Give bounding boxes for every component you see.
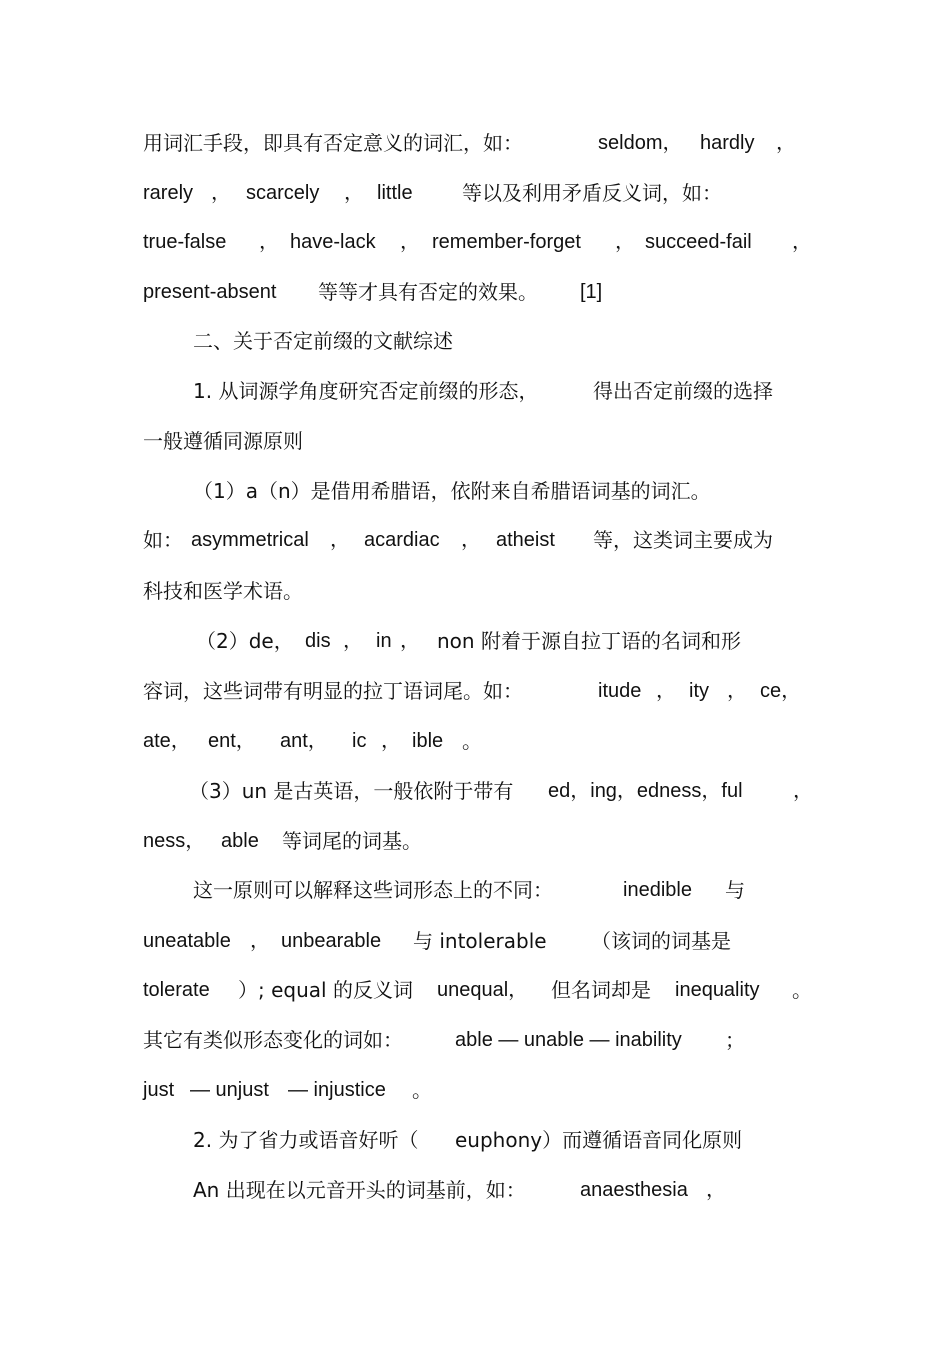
text-segment: hardly xyxy=(700,132,755,154)
text-segment: 等，这类词主要成为 xyxy=(593,528,773,552)
text-segment: able xyxy=(221,830,259,852)
text-line xyxy=(0,726,950,756)
text-segment: [1] xyxy=(580,281,603,303)
text-segment: ， xyxy=(615,231,635,253)
text-line xyxy=(0,975,950,1005)
text-segment: 1. 从词源学角度研究否定前缀的形态， xyxy=(193,379,539,403)
text-line xyxy=(0,178,950,208)
text-segment: 得出否定前缀的选择 xyxy=(593,379,773,403)
text-line xyxy=(0,875,950,905)
text-segment: ， xyxy=(400,630,420,652)
text-segment: uneatable xyxy=(143,930,231,952)
text-line xyxy=(0,376,950,406)
text-segment: 2. 为了省力或语音好听（ xyxy=(193,1128,419,1152)
text-line xyxy=(0,1175,950,1205)
text-segment: succeed-fail xyxy=(645,231,752,253)
text-segment: euphony）而遵循语音同化原则 xyxy=(455,1128,743,1152)
text-segment: 与 xyxy=(725,878,745,902)
text-segment: just xyxy=(143,1079,175,1101)
text-line xyxy=(0,1025,950,1055)
text-segment: remember-forget xyxy=(432,231,581,253)
text-line xyxy=(0,576,950,606)
text-segment: 等等才具有否定的效果。 xyxy=(318,280,538,304)
text-segment: 。 xyxy=(412,1078,432,1102)
text-segment: seldom， xyxy=(598,132,683,154)
text-segment: ， xyxy=(344,182,364,204)
text-segment: 与 intolerable xyxy=(413,929,547,953)
text-line xyxy=(0,426,950,456)
text-segment: present-absent xyxy=(143,281,277,303)
text-segment: inedible xyxy=(623,879,692,901)
text-segment: ）; equal 的反义词 xyxy=(238,978,413,1002)
text-segment: （该词的词基是 xyxy=(591,929,731,953)
text-segment: 但名词却是 xyxy=(551,978,651,1002)
text-segment: ate， xyxy=(143,730,191,752)
text-line xyxy=(0,1125,950,1155)
text-segment: ； xyxy=(725,1028,745,1052)
text-line xyxy=(0,525,950,555)
text-segment: itude xyxy=(598,680,642,702)
text-segment: 。 xyxy=(792,978,812,1002)
text-segment: ， xyxy=(381,730,401,752)
text-segment: ce， xyxy=(760,680,802,702)
text-segment: 如： xyxy=(143,528,183,552)
text-segment: true-false xyxy=(143,231,227,253)
text-segment: 等以及利用矛盾反义词，如： xyxy=(462,181,722,205)
text-segment: （3）un 是古英语，一般依附于带有 xyxy=(189,779,514,803)
text-segment: scarcely xyxy=(246,182,320,204)
text-line xyxy=(0,626,950,656)
text-segment: ness， xyxy=(143,830,206,852)
text-line xyxy=(0,1075,950,1105)
text-segment: 这一原则可以解释这些词形态上的不同： xyxy=(193,878,553,902)
text-segment: ， xyxy=(211,182,231,204)
text-segment: asymmetrical xyxy=(191,529,309,551)
text-segment: ed，ing，edness，ful xyxy=(548,780,743,802)
text-segment: unbearable xyxy=(281,930,382,952)
text-line xyxy=(0,826,950,856)
text-segment: tolerate xyxy=(143,979,210,1001)
text-segment: 用词汇手段，即具有否定意义的词汇，如： xyxy=(143,131,523,155)
text-segment: ant， xyxy=(280,730,328,752)
text-segment: 。 xyxy=(462,729,482,753)
text-segment: ， xyxy=(727,680,747,702)
text-segment: ity xyxy=(689,680,709,702)
text-segment: acardiac xyxy=(364,529,440,551)
text-segment: ent， xyxy=(208,730,256,752)
text-segment: An 出现在以元音开头的词基前，如： xyxy=(193,1178,526,1202)
text-segment: 二、关于否定前缀的文献综述 xyxy=(193,329,453,353)
text-segment: （2）de， xyxy=(196,629,294,653)
text-line xyxy=(0,776,950,806)
text-segment: ， xyxy=(792,231,812,253)
text-segment: in xyxy=(376,630,392,652)
text-segment: ， xyxy=(330,529,350,551)
text-segment: ， xyxy=(461,529,481,551)
text-segment: ， xyxy=(259,231,279,253)
text-line xyxy=(0,277,950,307)
section-heading xyxy=(0,326,950,356)
text-segment: anaesthesia xyxy=(580,1179,688,1201)
text-line xyxy=(0,128,950,158)
text-line xyxy=(0,227,950,257)
text-segment: 容词，这些词带有明显的拉丁语词尾。如： xyxy=(143,679,523,703)
text-line xyxy=(0,476,950,506)
text-segment: able — unable — inability xyxy=(455,1029,682,1051)
text-segment: 科技和医学术语。 xyxy=(143,579,303,603)
text-segment: atheist xyxy=(496,529,555,551)
text-segment: rarely xyxy=(143,182,194,204)
text-segment: ible xyxy=(412,730,444,752)
text-segment: ， xyxy=(250,930,270,952)
text-segment: ， xyxy=(793,780,813,802)
text-segment: 一般遵循同源原则 xyxy=(143,429,303,453)
text-segment: ， xyxy=(656,680,676,702)
text-segment: inequality xyxy=(675,979,760,1001)
text-line xyxy=(0,926,950,956)
text-segment: ， xyxy=(706,1179,726,1201)
text-segment: ， xyxy=(776,132,796,154)
text-segment: little xyxy=(377,182,413,204)
text-segment: dis xyxy=(305,630,331,652)
text-segment: 等词尾的词基。 xyxy=(282,829,422,853)
text-segment: unequal， xyxy=(437,979,529,1001)
text-segment: non 附着于源自拉丁语的名词和形 xyxy=(437,629,741,653)
text-line xyxy=(0,676,950,706)
text-segment: ， xyxy=(343,630,363,652)
text-segment: — unjust xyxy=(190,1079,269,1101)
text-segment: ， xyxy=(400,231,420,253)
text-segment: — injustice xyxy=(288,1079,386,1101)
text-segment: （1）a（n）是借用希腊语，依附来自希腊语词基的词汇。 xyxy=(193,479,711,503)
text-segment: have-lack xyxy=(290,231,376,253)
text-segment: ic xyxy=(352,730,367,752)
text-segment: 其它有类似形态变化的词如： xyxy=(143,1028,403,1052)
